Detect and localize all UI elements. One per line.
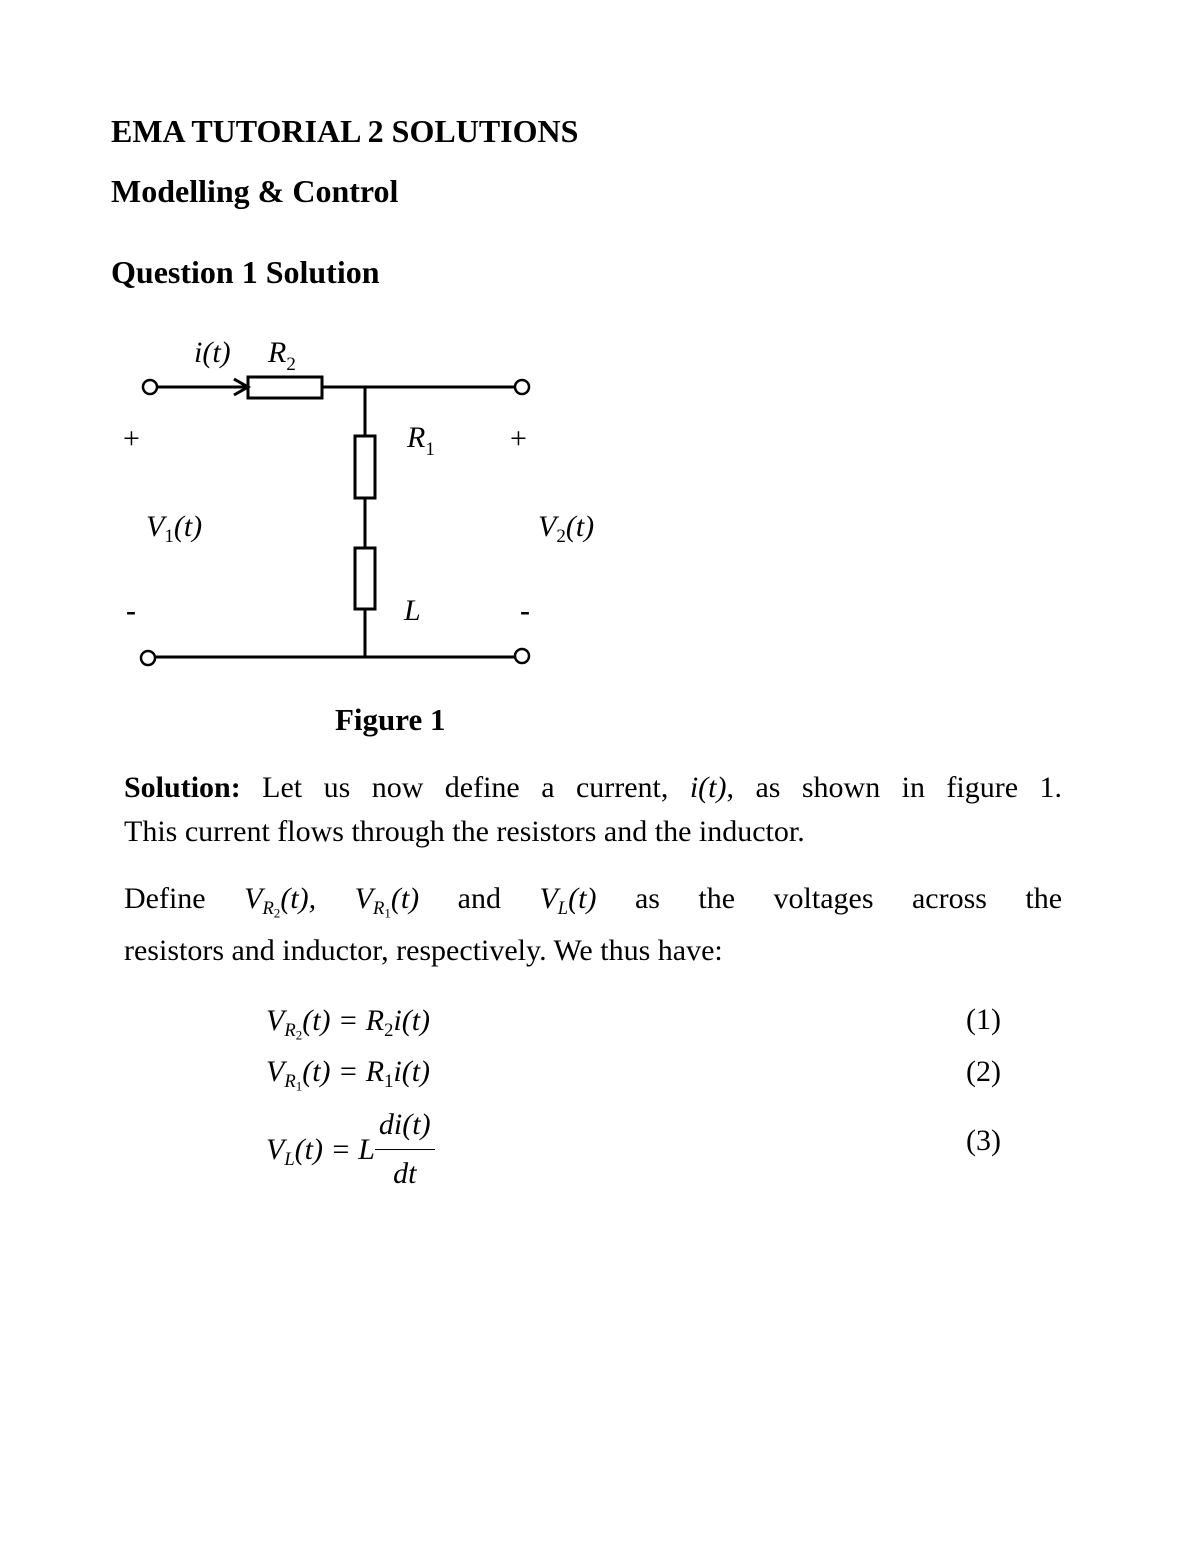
plus-left-label: +	[123, 422, 140, 455]
equation-3: $V_L(t) = L$ $\frac{di(t)}{dt}$	[266, 1103, 435, 1196]
define-line: Define $V_{R2}(t)$, $V_{R1}(t)$ and $V_L(t)$ as the voltages across the	[124, 882, 1063, 921]
inductor-label: L	[404, 594, 421, 627]
resistor-r1	[355, 436, 375, 498]
section-heading: Question 1 Solution	[111, 254, 380, 290]
equation-2: $V_{R1}(t) = R_1i(t)$	[266, 1055, 431, 1094]
document-title: EMA TUTORIAL 2 SOLUTIONS	[111, 113, 579, 149]
current-label: i(t)	[194, 336, 231, 369]
minus-left-label: -	[126, 594, 136, 627]
resistor-r2	[248, 377, 322, 398]
terminal-top-left	[143, 380, 157, 394]
equation-1: $V_{R2}(t) = R_2i(t)$	[266, 1004, 431, 1043]
terminal-top-right	[515, 380, 529, 394]
figure-caption: Figure 1	[335, 702, 446, 737]
equation-2-number: (2)	[966, 1055, 1001, 1088]
minus-right-label: -	[520, 594, 530, 627]
terminal-bottom-left	[141, 651, 155, 665]
inductor-l	[355, 548, 375, 609]
v2-label: $V_2(t)$	[538, 510, 595, 547]
r2-label: $R_2$	[268, 336, 296, 375]
equation-3-number: (3)	[966, 1124, 1001, 1157]
circuit-diagram	[0, 0, 1200, 700]
v1-label: $V_1(t)$	[146, 510, 203, 547]
define-line-2: resistors and inductor, respectively. We thus have:	[124, 934, 723, 967]
terminal-bottom-right	[515, 649, 529, 663]
solution-line-1: Solution: Let us now define a current, i(t), as shown in figure 1.	[124, 771, 1062, 804]
document-subtitle: Modelling & Control	[111, 173, 399, 209]
solution-label: Solution:	[124, 771, 241, 804]
plus-right-label: +	[510, 422, 527, 455]
derivative-fraction: $\frac{di(t)}{dt}$	[375, 1103, 435, 1196]
equation-1-number: (1)	[966, 1003, 1001, 1036]
r1-label: $R_1$	[407, 421, 435, 460]
solution-line-2: This current flows through the resistors and the inductor.	[124, 815, 805, 848]
